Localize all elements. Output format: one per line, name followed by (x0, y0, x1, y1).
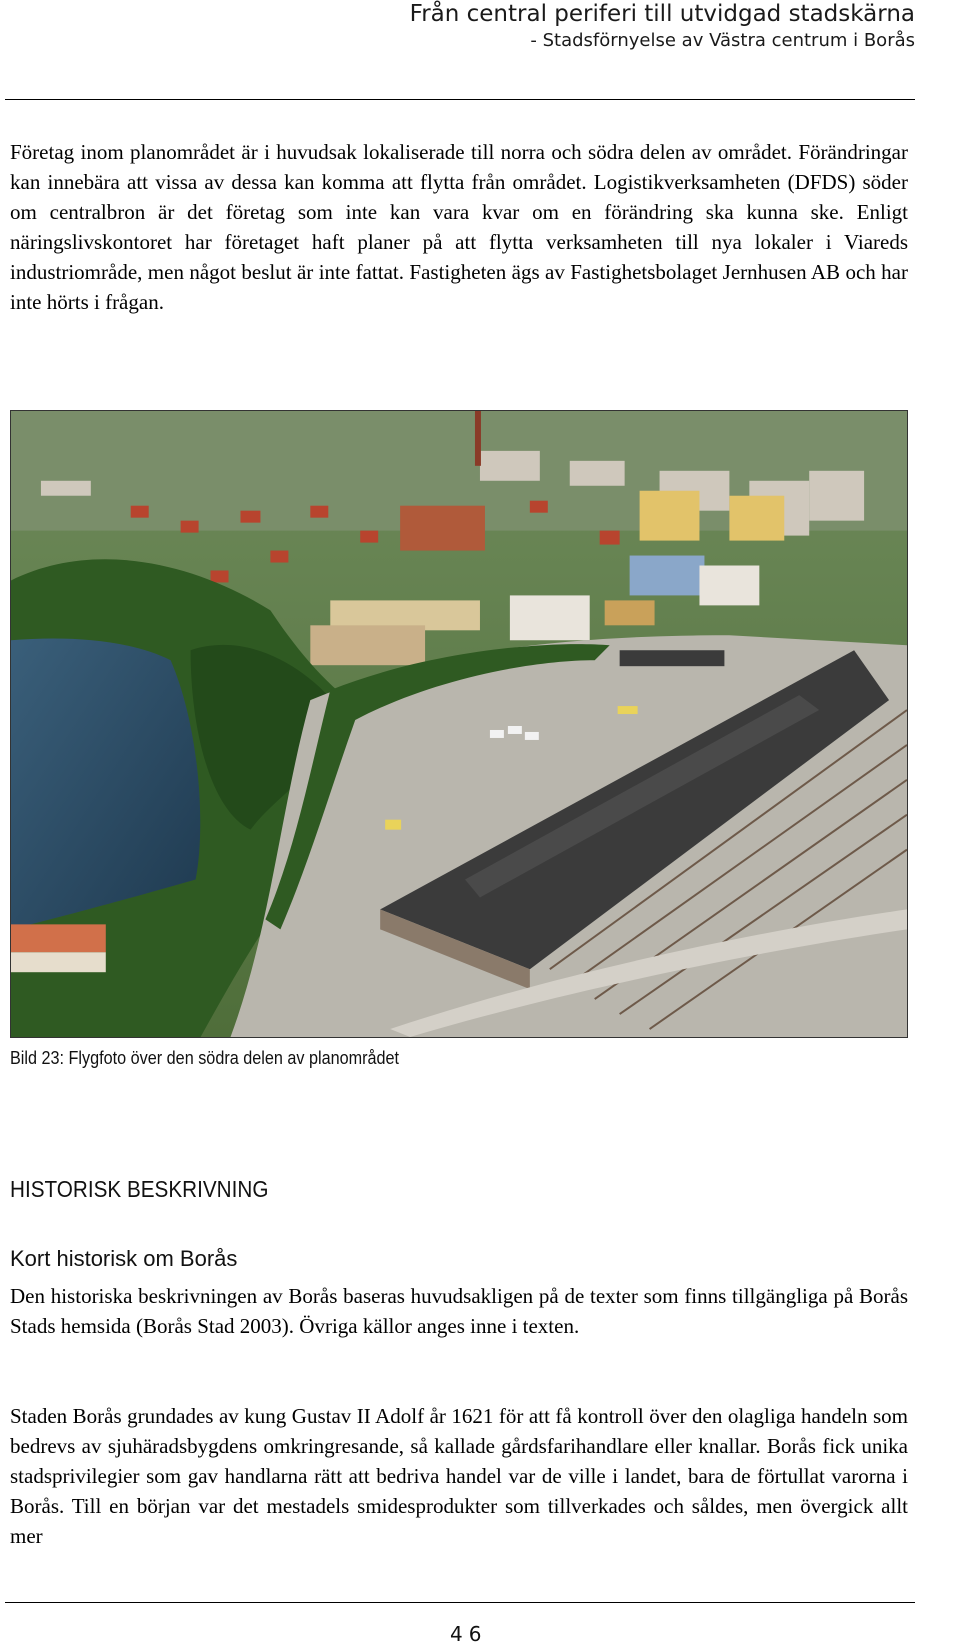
aerial-photo (10, 410, 908, 1038)
subsection-heading: Kort historisk om Borås (10, 1246, 238, 1271)
history-paragraph-2: Staden Borås grundades av kung Gustav II Adolf år 1621 för att få kontroll över den olagliga handeln som bedrevs av sjuhäradsbygdens omkringresande, så kallade gårdsfarihandlare eller knallar. Borås fick unika stadsprivilegier som gav handlarna rätt att bedriva handel var de ville i landet, bara de förtullat varorna i Borås. Till en början var det mestadels smidesprodukter som tillverkades och såldes, men övergick allt mer (10, 1404, 908, 1548)
header-rule (5, 99, 915, 100)
figure-caption: Bild 23: Flygfoto över den södra delen av planområdet (10, 1048, 400, 1068)
history-paragraph-1: Den historiska beskrivningen av Borås baseras huvudsakligen på de texter som finns tillgängliga på Borås Stads hemsida (Borås Stad 2003). Övriga källor anges inne i texten. (10, 1284, 908, 1338)
section-heading: HISTORISK BESKRIVNING (10, 1176, 269, 1202)
footer-rule (5, 1602, 915, 1603)
running-header-title: Från central periferi till utvidgad stadskärna (409, 1, 915, 27)
running-header-subtitle: - Stadsförnyelse av Västra centrum i Borås (530, 30, 915, 51)
intro-paragraph: Företag inom planområdet är i huvudsak lokaliserade till norra och södra delen av området. Förändringar kan innebära att vissa av dessa kan komma att flytta från området. Logistikverksamheten (DFDS) söder om centralbron är det företag som inte kan vara kvar om en förändring ska kunna ske. Enligt näringslivskontoret har företaget haft planer på att flytta verksamheten till nya lokaler i Viareds industriområde, men något beslut är inte fattat. Fastigheten ägs av Fastighetsbolaget Jernhusen AB och har inte hörts i frågan. (10, 140, 908, 314)
page-number: 46 (450, 1622, 488, 1646)
